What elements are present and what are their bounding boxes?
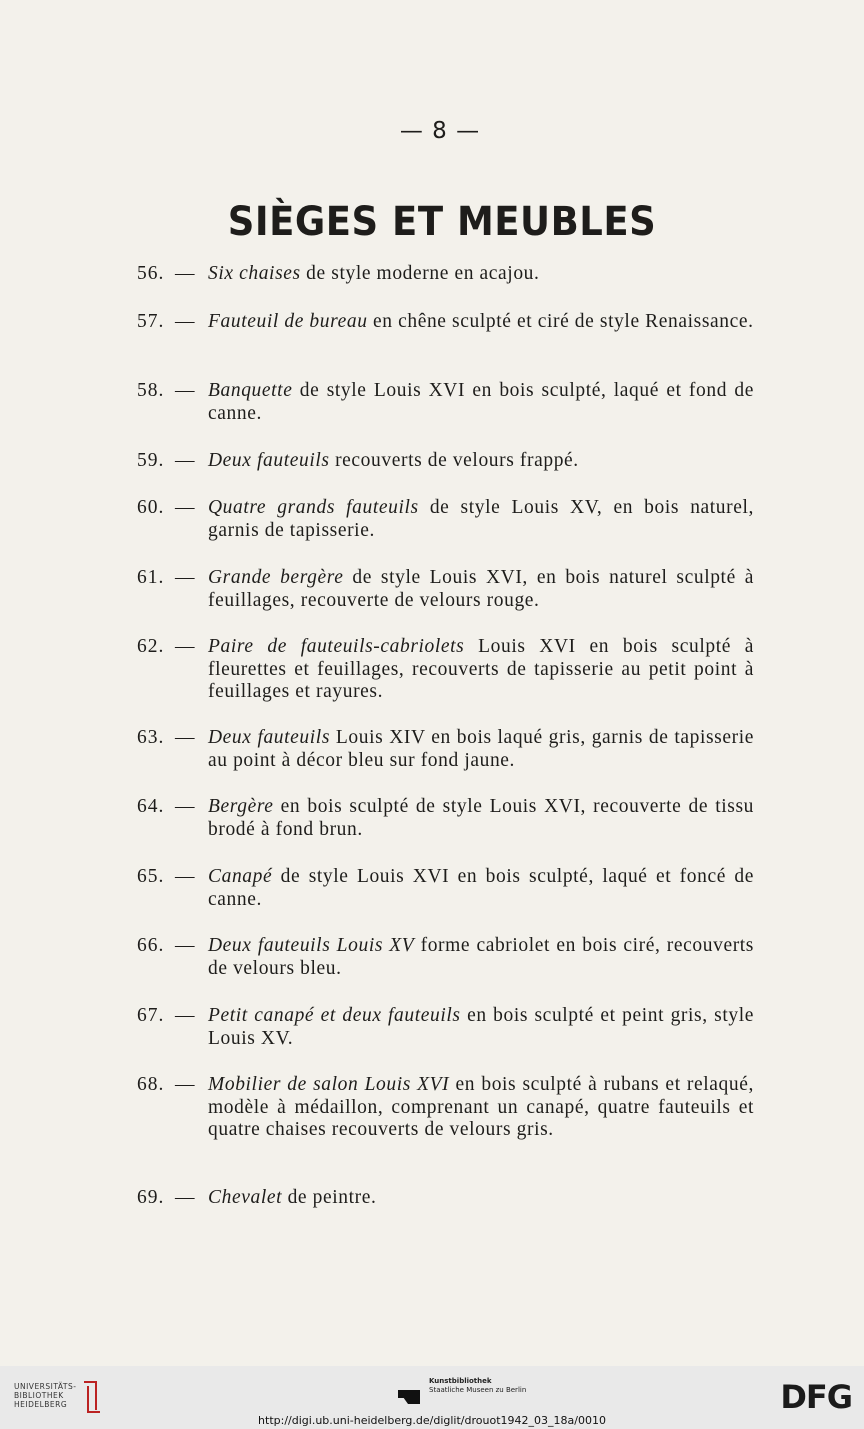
list-item: 59. — Deux fauteuils recouverts de velours frappé.	[137, 450, 579, 471]
list-item: 57. — Fauteuil de bureau en chêne sculpté et ciré de style Renaissance.	[137, 311, 754, 332]
university-logo-icon	[80, 1378, 104, 1414]
list-item: 64. — Bergère en bois sculpté de style Louis XVI, recouverte de tissu brodé à fond brun.	[137, 796, 754, 840]
page-number: — 8 —	[399, 118, 481, 144]
list-item: 68. — Mobilier de salon Louis XVI en bois sculpté à rubans et relaqué, modèle à médaillon, comprenant un canapé, quatre fauteuils et quatre chaises recouverts de velours gris.	[137, 1074, 754, 1140]
kunstbibliothek-logo-icon	[398, 1378, 424, 1404]
source-url[interactable]: http://digi.ub.uni-heidelberg.de/diglit/drouot1942_03_18a/0010	[258, 1414, 606, 1427]
list-item: 60. — Quatre grands fauteuils de style Louis XV, en bois naturel, garnis de tapisserie.	[137, 497, 755, 541]
list-item: 67. — Petit canapé et deux fauteuils en bois sculpté et peint gris, style Louis XV.	[137, 1005, 754, 1049]
list-item: 69. — Chevalet de peintre.	[137, 1187, 377, 1208]
kunstbibliothek-label: Kunstbibliothek Staatliche Museen zu Berlin	[429, 1377, 527, 1394]
footer-bar	[0, 1366, 864, 1429]
list-item: 58. — Banquette de style Louis XVI en bois sculpté, laqué et fond de canne.	[137, 380, 754, 424]
list-item: 66. — Deux fauteuils Louis XV forme cabriolet en bois ciré, recouverts de velours bleu.	[137, 935, 754, 979]
university-library-label: UNIVERSITÄTS- BIBLIOTHEK HEIDELBERG	[14, 1382, 77, 1409]
list-item: 62. — Paire de fauteuils-cabriolets Louis XVI en bois sculpté à fleurettes et feuillages, recouverts de tapisserie au petit point à feuillages et rayures.	[137, 636, 754, 702]
dfg-logo: DFG	[780, 1378, 852, 1416]
list-item: 61. — Grande bergère de style Louis XVI, en bois naturel sculpté à feuillages, recouverte de velours rouge.	[137, 567, 754, 611]
list-item: 65. — Canapé de style Louis XVI en bois sculpté, laqué et foncé de canne.	[137, 866, 754, 910]
section-heading: SIÈGES ET MEUBLES	[227, 198, 657, 245]
list-item: 56. — Six chaises de style moderne en acajou.	[137, 263, 540, 284]
list-item: 63. — Deux fauteuils Louis XIV en bois laqué gris, garnis de tapisserie au point à décor bleu sur fond jaune.	[137, 727, 754, 771]
